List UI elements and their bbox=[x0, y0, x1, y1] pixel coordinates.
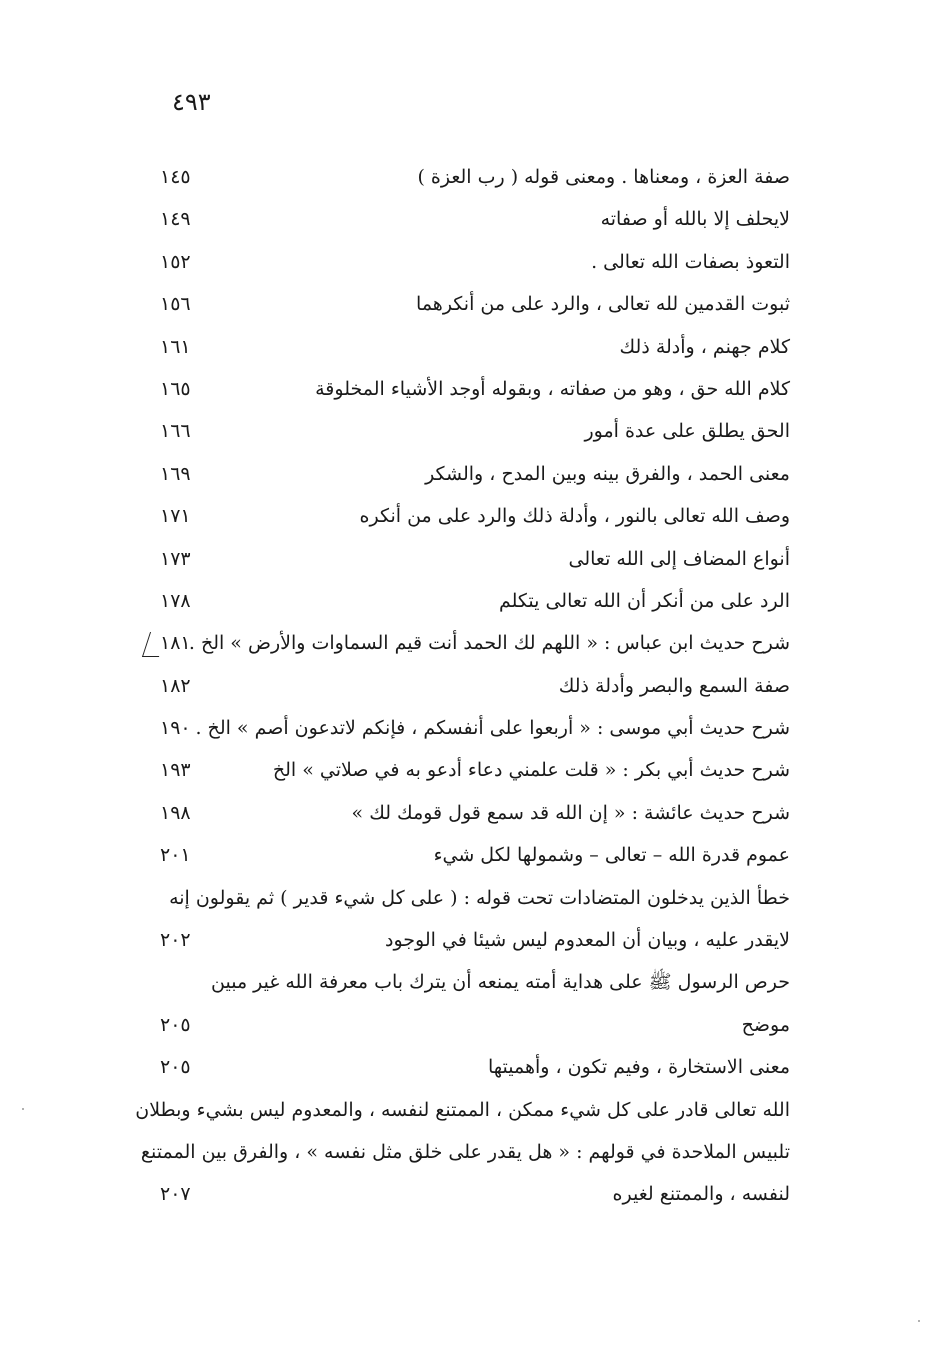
toc-entry-title: كلام الله حق ، وهو من صفاته ، وبقوله أوجد الأشياء المخلوقة bbox=[315, 377, 790, 400]
toc-line bbox=[140, 1131, 790, 1173]
toc-entry-title: صفة السمع والبصر وأدلة ذلك bbox=[558, 674, 790, 697]
toc-entry-page: ١٩٠ bbox=[160, 717, 191, 740]
toc-line bbox=[160, 877, 790, 919]
toc-entry-title: أنواع المضاف إلى الله تعالى bbox=[568, 547, 790, 570]
toc-entry-title: شرح حديث أبي موسى : « أربعوا على أنفسكم ، فإنكم لاتدعون أصم » الخ . bbox=[195, 717, 790, 740]
toc-entry-title: الله تعالى قادر على كل شيء ممكن ، الممتنع لنفسه ، والمعدوم ليس بشيء وبطلان bbox=[135, 1098, 790, 1121]
table-of-contents bbox=[135, 156, 790, 1216]
scan-speck bbox=[918, 1320, 920, 1322]
toc-line bbox=[160, 538, 790, 580]
toc-line bbox=[160, 368, 790, 410]
toc-entry-title: صفة العزة ، ومعناها . ومعنى قوله ( رب العزة ) bbox=[417, 166, 790, 188]
toc-entry-page: ٢٠١ bbox=[160, 844, 191, 867]
toc-entry-page: ١٦١ bbox=[160, 335, 191, 358]
toc-entry-title: لايحلف إلا بالله أو صفاته bbox=[600, 208, 790, 231]
toc-line bbox=[160, 961, 790, 1003]
page-number: ٤٩٣ bbox=[172, 88, 211, 116]
toc-entry-title: تلبيس الملاحدة في قولهم : « هل يقدر على خلق مثل نفسه » ، والفرق بين الممتنع bbox=[140, 1140, 790, 1163]
toc-line bbox=[160, 1173, 790, 1215]
toc-entry-page: ١٩٨ bbox=[160, 801, 191, 824]
toc-line bbox=[160, 749, 790, 791]
toc-line bbox=[160, 622, 790, 664]
toc-entry-title: لنفسه ، والممتنع لغيره bbox=[612, 1183, 790, 1206]
toc-entry-page: ١٧١ bbox=[160, 505, 191, 528]
toc-entry-page: ١٨٢ bbox=[160, 674, 191, 697]
toc-entry-title: معنى الاستخارة ، وفيم تكون ، وأهميتها bbox=[487, 1056, 790, 1079]
toc-line bbox=[160, 919, 790, 961]
toc-line bbox=[160, 241, 790, 283]
toc-entry-page: ٢٠٥ bbox=[160, 1056, 191, 1079]
toc-entry-page: ١٨١ bbox=[160, 632, 191, 655]
toc-entry-title: ثبوت القدمين لله تعالى ، والرد على من أنكرهما bbox=[416, 293, 790, 316]
toc-entry-title: الحق يطلق على عدة أمور bbox=[584, 420, 790, 443]
toc-line bbox=[160, 1004, 790, 1046]
toc-line bbox=[160, 665, 790, 707]
toc-entry-title: موضح bbox=[741, 1013, 790, 1036]
toc-entry-page: ١٧٣ bbox=[160, 547, 191, 570]
toc-entry-title: شرح حديث عائشة : « إن الله قد سمع قول قومك لك » bbox=[351, 801, 790, 824]
toc-entry-page: ١٩٣ bbox=[160, 759, 191, 782]
toc-line bbox=[160, 792, 790, 834]
toc-line bbox=[160, 283, 790, 325]
toc-entry-page: ١٤٥ bbox=[160, 166, 191, 188]
toc-line bbox=[160, 834, 790, 876]
toc-entry-page: ٢٠٥ bbox=[160, 1013, 191, 1036]
toc-line bbox=[160, 495, 790, 537]
toc-line bbox=[160, 580, 790, 622]
toc-line bbox=[160, 410, 790, 452]
toc-line bbox=[160, 326, 790, 368]
scan-speck bbox=[22, 1108, 24, 1110]
toc-entry-page: ١٦٦ bbox=[160, 420, 191, 443]
toc-line bbox=[160, 198, 790, 240]
toc-line bbox=[160, 1046, 790, 1088]
toc-entry-title: شرح حديث أبي بكر : « قلت علمني دعاء أدعو به في صلاتي » الخ bbox=[272, 759, 790, 782]
toc-entry-title: وصف الله تعالى بالنور ، وأدلة ذلك والرد على من أنكره bbox=[359, 505, 790, 528]
toc-entry-title: شرح حديث ابن عباس : « اللهم لك الحمد أنت قيم السماوات والأرض » الخ . bbox=[188, 632, 790, 655]
toc-entry-title: التعوذ بصفات الله تعالى . bbox=[591, 250, 790, 273]
toc-line bbox=[160, 453, 790, 495]
toc-line bbox=[160, 707, 790, 749]
toc-entry-page: ١٧٨ bbox=[160, 589, 191, 612]
toc-entry-title: كلام جهنم ، وأدلة ذلك bbox=[619, 335, 790, 358]
toc-entry-page: ٢٠٢ bbox=[160, 929, 191, 952]
toc-entry-page: ٢٠٧ bbox=[160, 1183, 191, 1206]
toc-entry-page: ١٥٢ bbox=[160, 250, 191, 273]
toc-entry-title: معنى الحمد ، والفرق بينه وبين المدح ، والشكر bbox=[425, 462, 790, 485]
toc-entry-title: الرد على من أنكر أن الله تعالى يتكلم bbox=[498, 589, 790, 612]
toc-entry-title: لايقدر عليه ، وبيان أن المعدوم ليس شيئا في الوجود bbox=[385, 929, 790, 952]
toc-entry-title: خطأ الذين يدخلون المتضادات تحت قوله : ( على كل شيء قدير ) ثم يقولون إنه bbox=[169, 886, 790, 909]
toc-entry-page: ١٤٩ bbox=[160, 208, 191, 231]
toc-entry-page: ١٥٦ bbox=[160, 293, 191, 316]
toc-line bbox=[135, 1089, 790, 1131]
toc-entry-title: حرص الرسول ﷺ على هداية أمته يمنعه أن يترك باب معرفة الله غير مبين bbox=[211, 971, 790, 994]
toc-entry-page: ١٦٥ bbox=[160, 377, 191, 400]
toc-line bbox=[160, 156, 790, 198]
toc-entry-title: عموم قدرة الله – تعالى – وشمولها لكل شيء bbox=[433, 844, 790, 867]
toc-entry-page: ١٦٩ bbox=[160, 462, 191, 485]
